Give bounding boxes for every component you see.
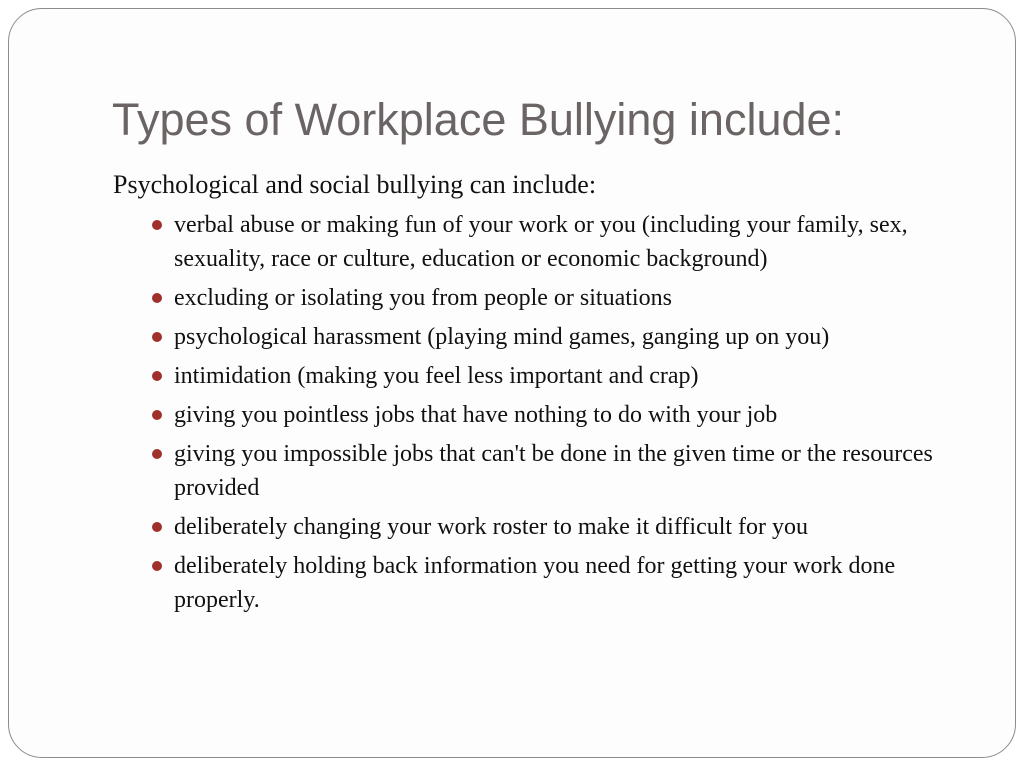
- bullet-list: [113, 208, 973, 617]
- bullet-text: deliberately holding back information you need for getting your work done properly.: [174, 553, 896, 613]
- slide-title: Types of Workplace Bullying include:: [112, 94, 845, 145]
- bullet-dot-icon: [152, 561, 162, 571]
- bullet-dot-icon: [152, 332, 162, 342]
- bullet-dot-icon: [152, 522, 162, 532]
- list-item: [174, 398, 973, 432]
- list-item: [174, 281, 973, 315]
- bullet-text: deliberately changing your work roster to make it difficult for you: [174, 514, 809, 540]
- list-item: [174, 510, 973, 544]
- list-item: [174, 208, 973, 276]
- bullet-dot-icon: [152, 371, 162, 381]
- bullet-text: intimidation (making you feel less important and crap): [174, 363, 699, 389]
- bullet-dot-icon: [152, 449, 162, 459]
- bullet-dot-icon: [152, 220, 162, 230]
- bullet-dot-icon: [152, 410, 162, 420]
- bullet-text: psychological harassment (playing mind games, ganging up on you): [174, 324, 830, 350]
- list-item: [174, 437, 973, 505]
- list-item: [174, 359, 973, 393]
- bullet-text: verbal abuse or making fun of your work or you (including your family, sex, sexuality, race or culture, education or economic background): [174, 212, 908, 272]
- intro-text: Psychological and social bullying can include:: [113, 170, 597, 199]
- bullet-text: giving you pointless jobs that have nothing to do with your job: [174, 402, 778, 428]
- bullet-text: excluding or isolating you from people or situations: [174, 285, 672, 311]
- bullet-dot-icon: [152, 293, 162, 303]
- bullet-text: giving you impossible jobs that can't be done in the given time or the resources provided: [174, 441, 933, 501]
- list-item: [174, 549, 973, 617]
- list-item: [174, 320, 973, 354]
- slide-body: [113, 168, 973, 622]
